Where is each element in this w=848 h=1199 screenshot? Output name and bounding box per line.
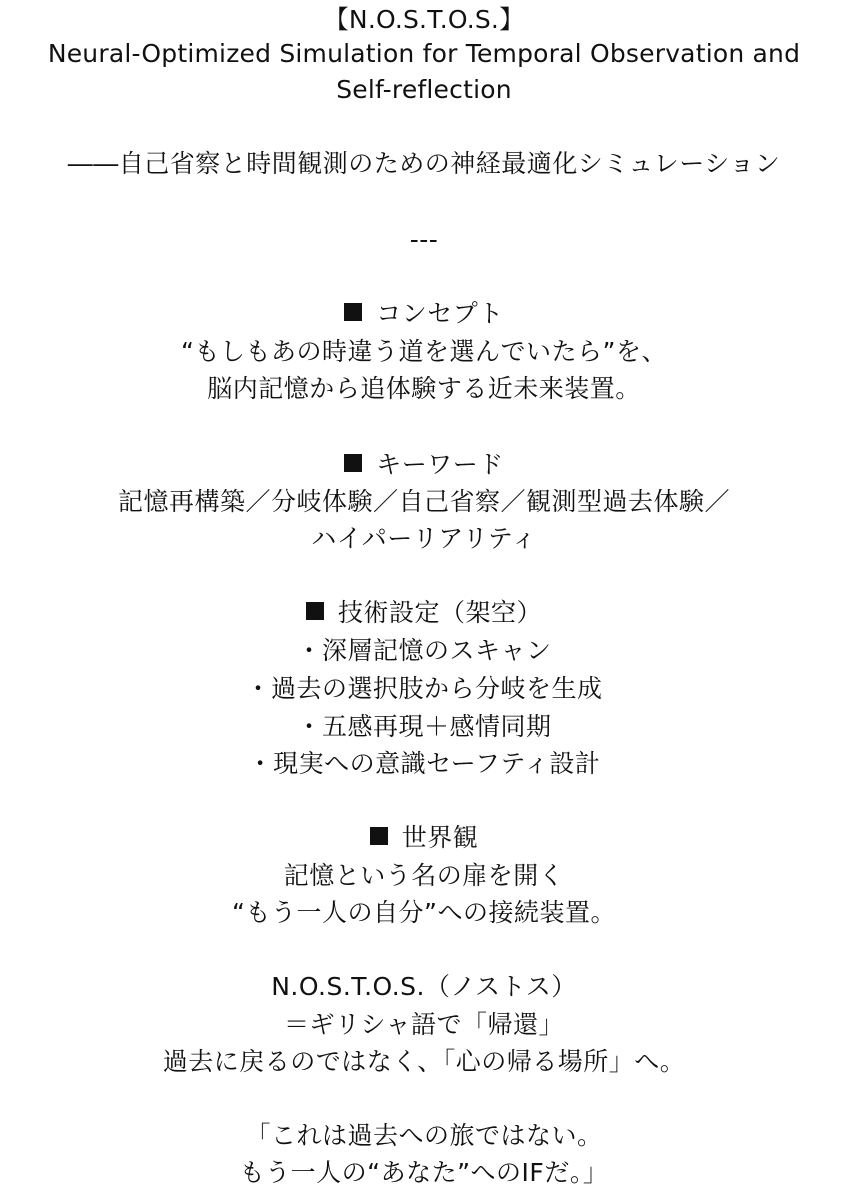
concept-line-2: 脳内記憶から追体験する近未来装置。 [207, 374, 641, 403]
keywords-line-2: ハイパーリアリティ [311, 524, 537, 553]
tagline: ――自己省察と時間観測のための神経最適化シミュレーション [67, 149, 781, 178]
tech-heading-text: 技術設定（架空） [337, 598, 542, 627]
name-note-line-1: N.O.S.T.O.S.（ノストス） [271, 972, 577, 1001]
world-heading-text: 世界観 [401, 823, 479, 852]
concept-line-1: “もしもあの時違う道を選んでいたら”を、 [181, 337, 667, 366]
title: 【N.O.S.T.O.S.】 [323, 5, 525, 34]
keywords-heading [0, 447, 848, 483]
divider: --- [409, 225, 439, 254]
tech-line-2: ・過去の選択肢から分岐を生成 [245, 674, 603, 703]
world-line-1: 記憶という名の扉を開く [283, 861, 565, 890]
concept-heading-text: コンセプト [376, 299, 504, 328]
keywords-line-1: 記憶再構築／分岐体験／自己省察／観測型過去体験／ [117, 487, 730, 516]
concept-heading [0, 296, 848, 332]
subtitle-line-2: Self-reflection [336, 75, 512, 104]
closing-line-1: 「これは過去への旅ではない。 [245, 1121, 603, 1150]
tech-line-1: ・深層記憶のスキャン [296, 636, 552, 665]
tech-heading [0, 595, 848, 631]
square-bullet-icon [306, 602, 324, 620]
subtitle-line-1: Neural-Optimized Simulation for Temporal Observation and [47, 39, 801, 68]
tech-line-3: ・五感再現＋感情同期 [296, 712, 552, 741]
name-note-line-3: 過去に戻るのではなく、「心の帰る場所」へ。 [162, 1047, 686, 1076]
square-bullet-icon [370, 827, 388, 845]
square-bullet-icon [344, 303, 362, 321]
keywords-heading-text: キーワード [376, 450, 504, 479]
world-line-2: “もう一人の自分”への接続装置。 [232, 898, 616, 927]
world-heading [0, 820, 848, 856]
tech-line-4: ・現実への意識セーフティ設計 [247, 749, 601, 778]
square-bullet-icon [344, 454, 362, 472]
name-note-line-2: ＝ギリシャ語で「帰還」 [283, 1010, 564, 1039]
closing-line-2: もう一人の“あなた”へのIFだ。」 [239, 1158, 609, 1187]
